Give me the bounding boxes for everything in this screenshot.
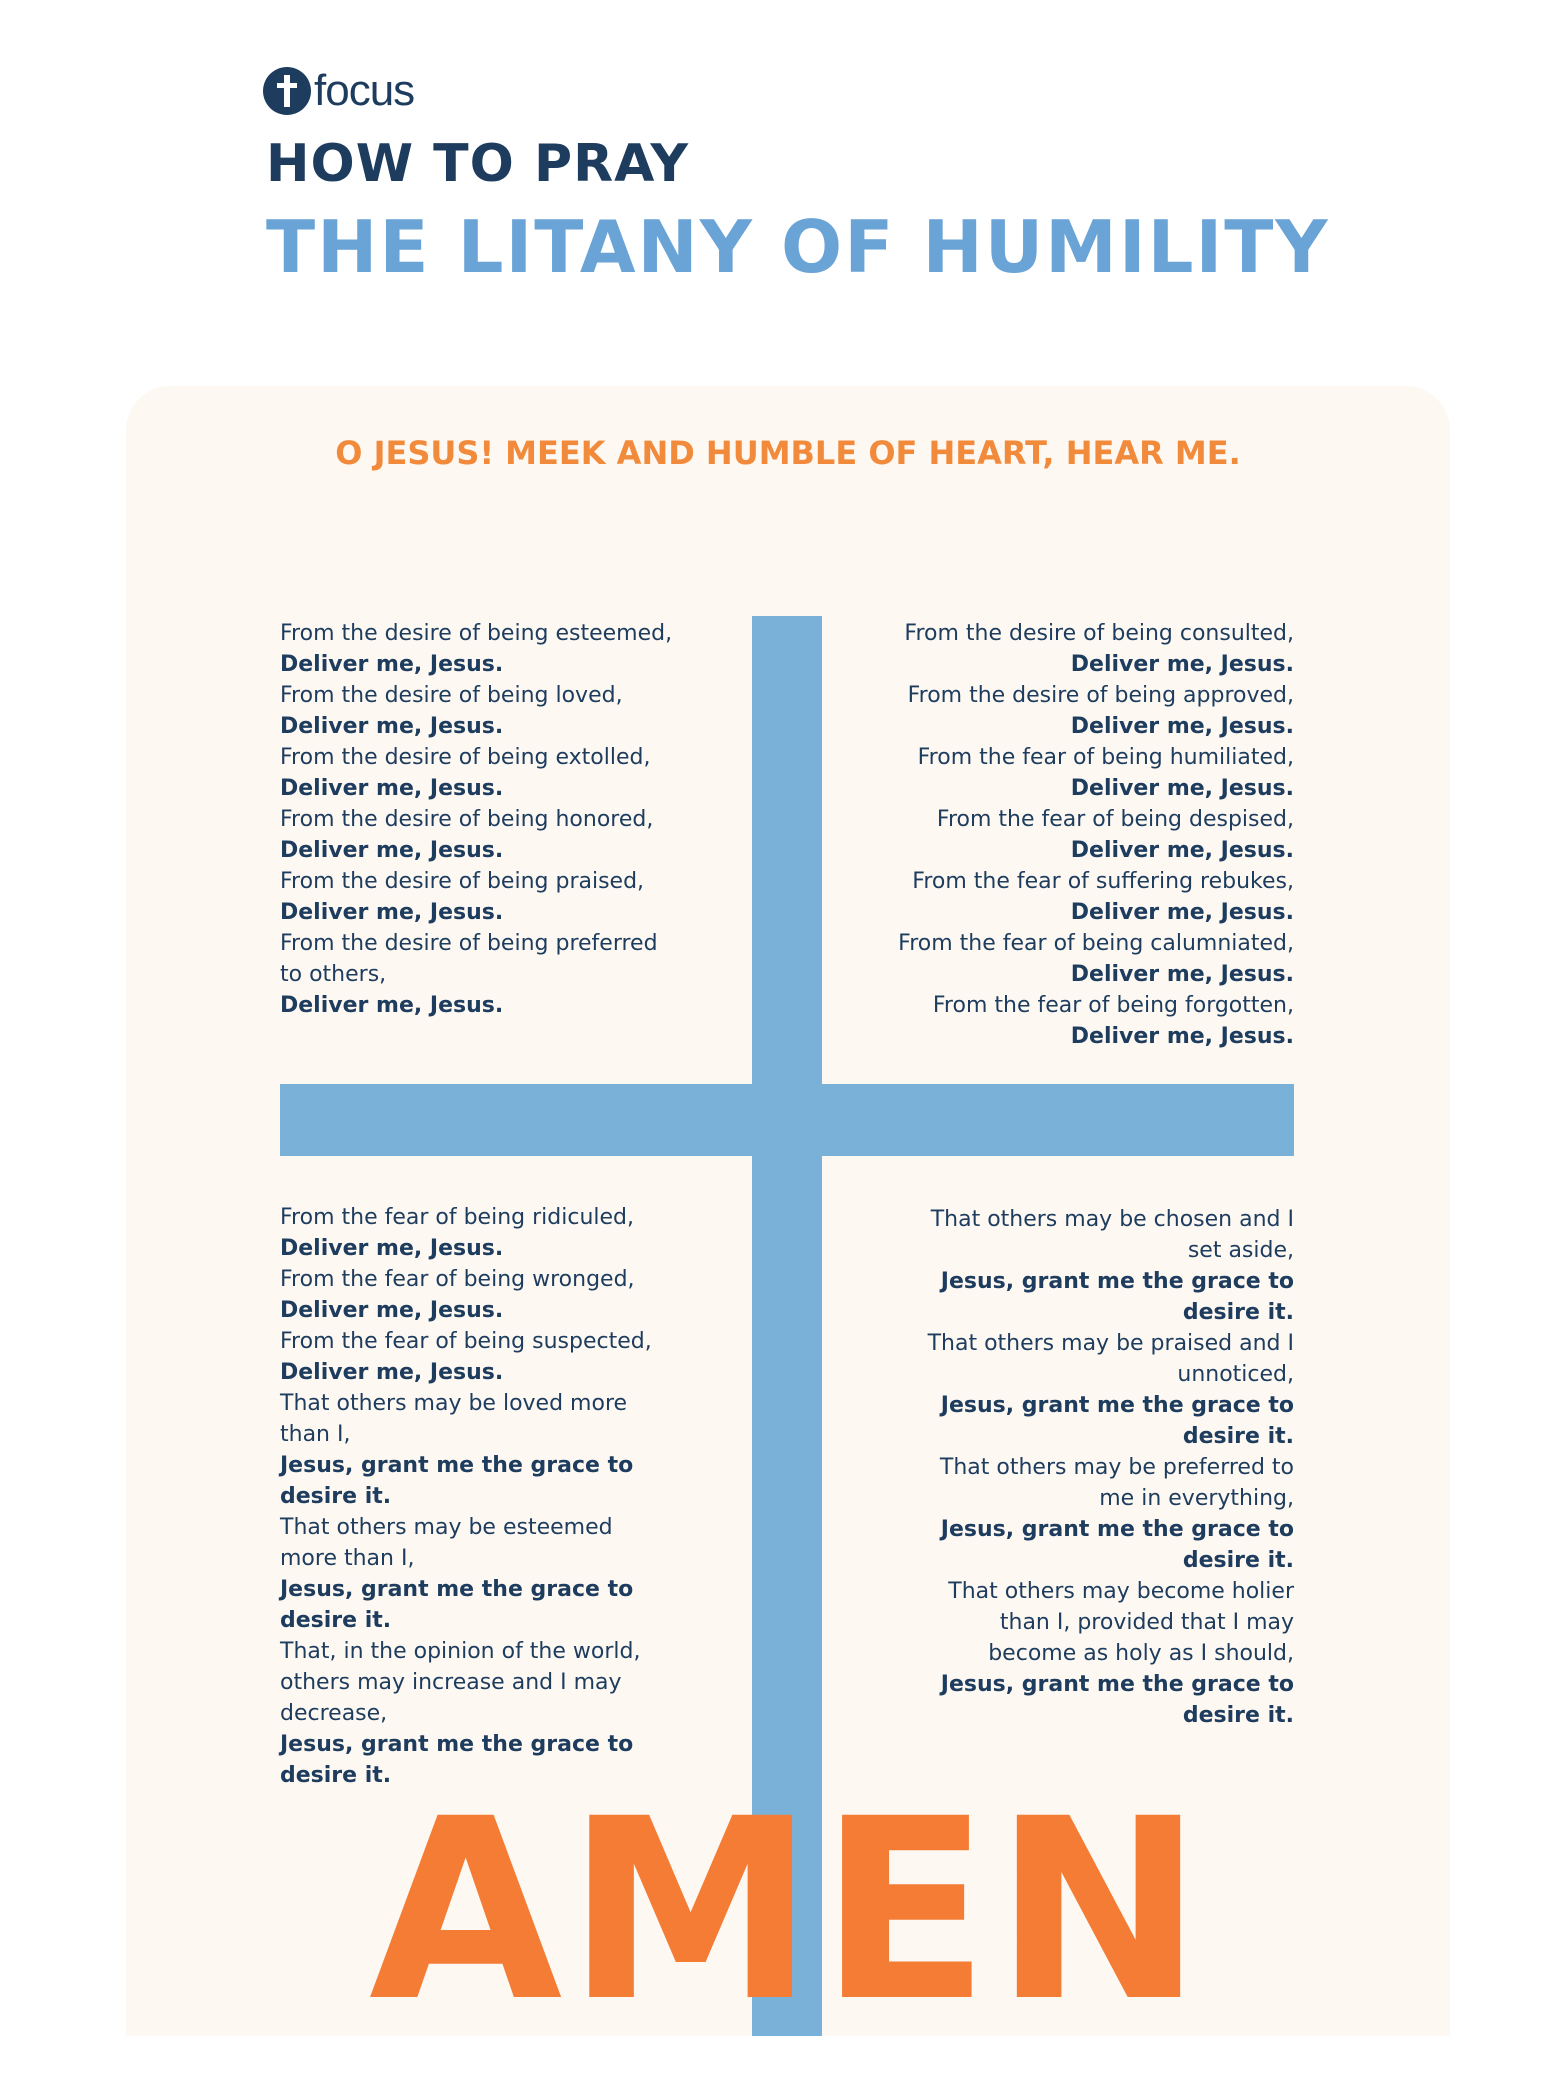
litany-petition: That others may be esteemed — [280, 1515, 613, 1540]
litany-petition: From the desire of being preferred — [280, 931, 658, 956]
litany-response: Deliver me, Jesus. — [280, 714, 504, 739]
litany-petition: That, in the opinion of the world, — [280, 1639, 641, 1664]
litany-petition: than I, — [280, 1422, 351, 1447]
litany-petition: others may increase and I may — [280, 1670, 622, 1695]
opening-invocation: O JESUS! MEEK AND HUMBLE OF HEART, HEAR ME. — [335, 434, 1241, 472]
page-title-line-2: THE LITANY OF HUMILITY — [266, 205, 1330, 289]
litany-response: Jesus, grant me the grace to — [940, 1393, 1294, 1418]
litany-petition: That others may be loved more — [280, 1391, 628, 1416]
litany-petition: That others may be chosen and I — [930, 1207, 1294, 1232]
litany-petition: to others, — [280, 962, 387, 987]
litany-petition: more than I, — [280, 1546, 415, 1571]
quadrant-top-left — [280, 618, 720, 1021]
litany-petition: unnoticed, — [1177, 1362, 1294, 1387]
litany-response: desire it. — [1182, 1424, 1294, 1449]
litany-response: desire it. — [1182, 1703, 1294, 1728]
quadrant-bottom-left — [280, 1202, 720, 1791]
litany-card — [126, 386, 1450, 2036]
litany-response: desire it. — [280, 1608, 392, 1633]
quadrant-top-right — [856, 618, 1294, 1052]
litany-response: Deliver me, Jesus. — [280, 652, 504, 677]
litany-response: Deliver me, Jesus. — [1070, 838, 1294, 863]
litany-response: Deliver me, Jesus. — [280, 838, 504, 863]
litany-petition: From the desire of being extolled, — [280, 745, 651, 770]
litany-response: Deliver me, Jesus. — [280, 1360, 504, 1385]
litany-response: Deliver me, Jesus. — [1070, 900, 1294, 925]
litany-response: Jesus, grant me the grace to — [280, 1732, 634, 1757]
litany-response: Deliver me, Jesus. — [280, 776, 504, 801]
litany-petition: From the desire of being approved, — [907, 683, 1294, 708]
page-title-line-1: HOW TO PRAY — [266, 134, 690, 194]
litany-response: Deliver me, Jesus. — [1070, 652, 1294, 677]
brand-name: focus — [314, 66, 415, 115]
cross-horizontal-beam — [280, 1084, 1294, 1156]
litany-petition: From the desire of being consulted, — [904, 621, 1294, 646]
litany-response: Jesus, grant me the grace to — [940, 1672, 1294, 1697]
litany-response: desire it. — [280, 1484, 392, 1509]
quadrant-bottom-right — [856, 1204, 1294, 1731]
litany-petition: From the desire of being praised, — [280, 869, 645, 894]
litany-petition: From the desire of being esteemed, — [280, 621, 673, 646]
litany-response: Deliver me, Jesus. — [280, 1298, 504, 1323]
closing-amen: AMEN — [368, 1765, 1208, 2036]
litany-petition: From the fear of being ridiculed, — [280, 1205, 634, 1230]
litany-petition: From the fear of being humiliated, — [917, 745, 1294, 770]
focus-logo[interactable] — [262, 66, 414, 116]
litany-petition: From the fear of being despised, — [936, 807, 1294, 832]
litany-response: Deliver me, Jesus. — [280, 1236, 504, 1261]
litany-response: Deliver me, Jesus. — [1070, 776, 1294, 801]
litany-response: Deliver me, Jesus. — [1070, 714, 1294, 739]
litany-petition: From the fear of being suspected, — [280, 1329, 652, 1354]
litany-petition: That others may be preferred to — [939, 1455, 1294, 1480]
litany-petition: From the fear of being calumniated, — [898, 931, 1294, 956]
litany-petition: From the fear of being forgotten, — [932, 993, 1294, 1018]
litany-response: Jesus, grant me the grace to — [280, 1453, 634, 1478]
litany-petition: decrease, — [280, 1701, 388, 1726]
litany-response: Deliver me, Jesus. — [1070, 962, 1294, 987]
litany-response: Deliver me, Jesus. — [280, 900, 504, 925]
litany-response: Deliver me, Jesus. — [280, 993, 504, 1018]
litany-petition: That others may become holier — [948, 1579, 1294, 1604]
litany-petition: set aside, — [1187, 1238, 1294, 1263]
litany-response: desire it. — [280, 1763, 392, 1788]
litany-petition: than I, provided that I may — [999, 1610, 1294, 1635]
litany-response: Jesus, grant me the grace to — [940, 1517, 1294, 1542]
litany-petition: me in everything, — [1099, 1486, 1294, 1511]
litany-petition: From the desire of being loved, — [280, 683, 623, 708]
litany-petition: That others may be praised and I — [927, 1331, 1294, 1356]
litany-petition: become as holy as I should, — [988, 1641, 1294, 1666]
litany-response: Deliver me, Jesus. — [1070, 1024, 1294, 1049]
litany-petition: From the fear of suffering rebukes, — [912, 869, 1294, 894]
litany-petition: From the desire of being honored, — [280, 807, 654, 832]
focus-logo-icon — [262, 66, 312, 116]
litany-response: desire it. — [1182, 1300, 1294, 1325]
litany-petition: From the fear of being wronged, — [280, 1267, 635, 1292]
litany-response: Jesus, grant me the grace to — [280, 1577, 634, 1602]
litany-response: desire it. — [1182, 1548, 1294, 1573]
litany-response: Jesus, grant me the grace to — [940, 1269, 1294, 1294]
